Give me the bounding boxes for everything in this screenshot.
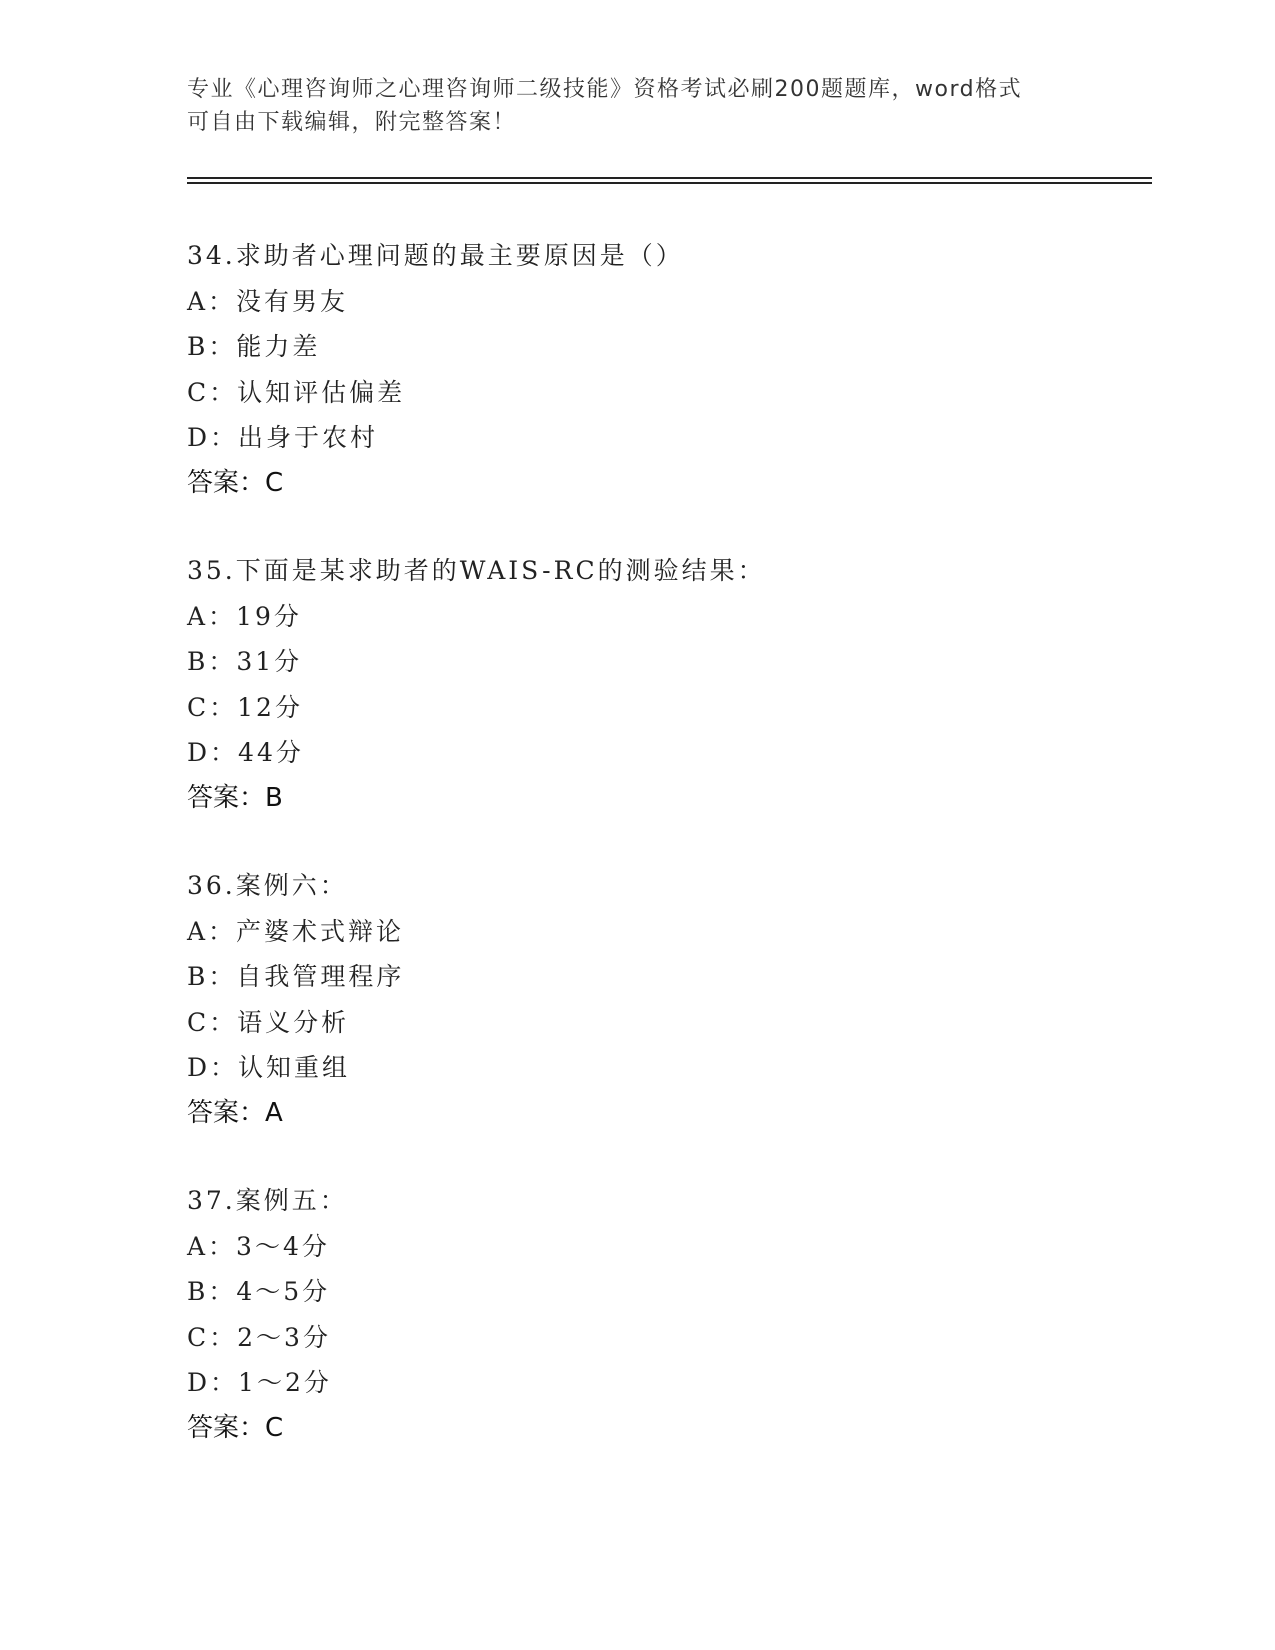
question-stem: 34.求助者心理问题的最主要原因是（） — [187, 241, 684, 270]
question-list — [187, 233, 1147, 1493]
option-d: D：44分 — [187, 738, 304, 767]
document-header — [187, 73, 1067, 139]
question-36 — [187, 863, 1147, 1136]
option-a: A：产婆术式辩论 — [187, 916, 405, 946]
option-c: C：认知评估偏差 — [187, 377, 406, 407]
question-stem: 36.案例六： — [187, 871, 348, 900]
header-title-line-2: 可自由下载编辑，附完整答案！ — [187, 110, 517, 135]
option-a: A：3～4分 — [187, 1231, 330, 1261]
option-a: A：没有男友 — [187, 286, 349, 316]
header-divider-bottom — [187, 182, 1152, 184]
option-b: B：4～5分 — [187, 1277, 331, 1306]
question-stem: 37.案例五： — [187, 1186, 348, 1215]
option-a: A：19分 — [187, 601, 302, 631]
option-b: B：能力差 — [187, 332, 321, 361]
question-34 — [187, 233, 1147, 506]
answer-key: 答案：C — [187, 467, 284, 498]
answer-key: 答案：A — [187, 1097, 283, 1128]
answer-key: 答案：C — [187, 1412, 284, 1443]
option-c: C：12分 — [187, 692, 303, 722]
option-c: C：2～3分 — [187, 1322, 331, 1352]
question-35 — [187, 548, 1147, 821]
question-37 — [187, 1178, 1147, 1451]
option-d: D：认知重组 — [187, 1053, 351, 1082]
option-d: D：1～2分 — [187, 1368, 332, 1397]
option-d: D：出身于农村 — [187, 423, 379, 452]
answer-key: 答案：B — [187, 782, 283, 813]
question-stem: 35.下面是某求助者的WAIS-RC的测验结果： — [187, 556, 766, 585]
option-b: B：自我管理程序 — [187, 962, 405, 991]
header-title-line-1: 专业《心理咨询师之心理咨询师二级技能》资格考试必刷200题题库，word格式 — [187, 77, 1023, 102]
header-divider-top — [187, 177, 1152, 179]
option-c: C：语义分析 — [187, 1007, 350, 1037]
option-b: B：31分 — [187, 647, 303, 676]
